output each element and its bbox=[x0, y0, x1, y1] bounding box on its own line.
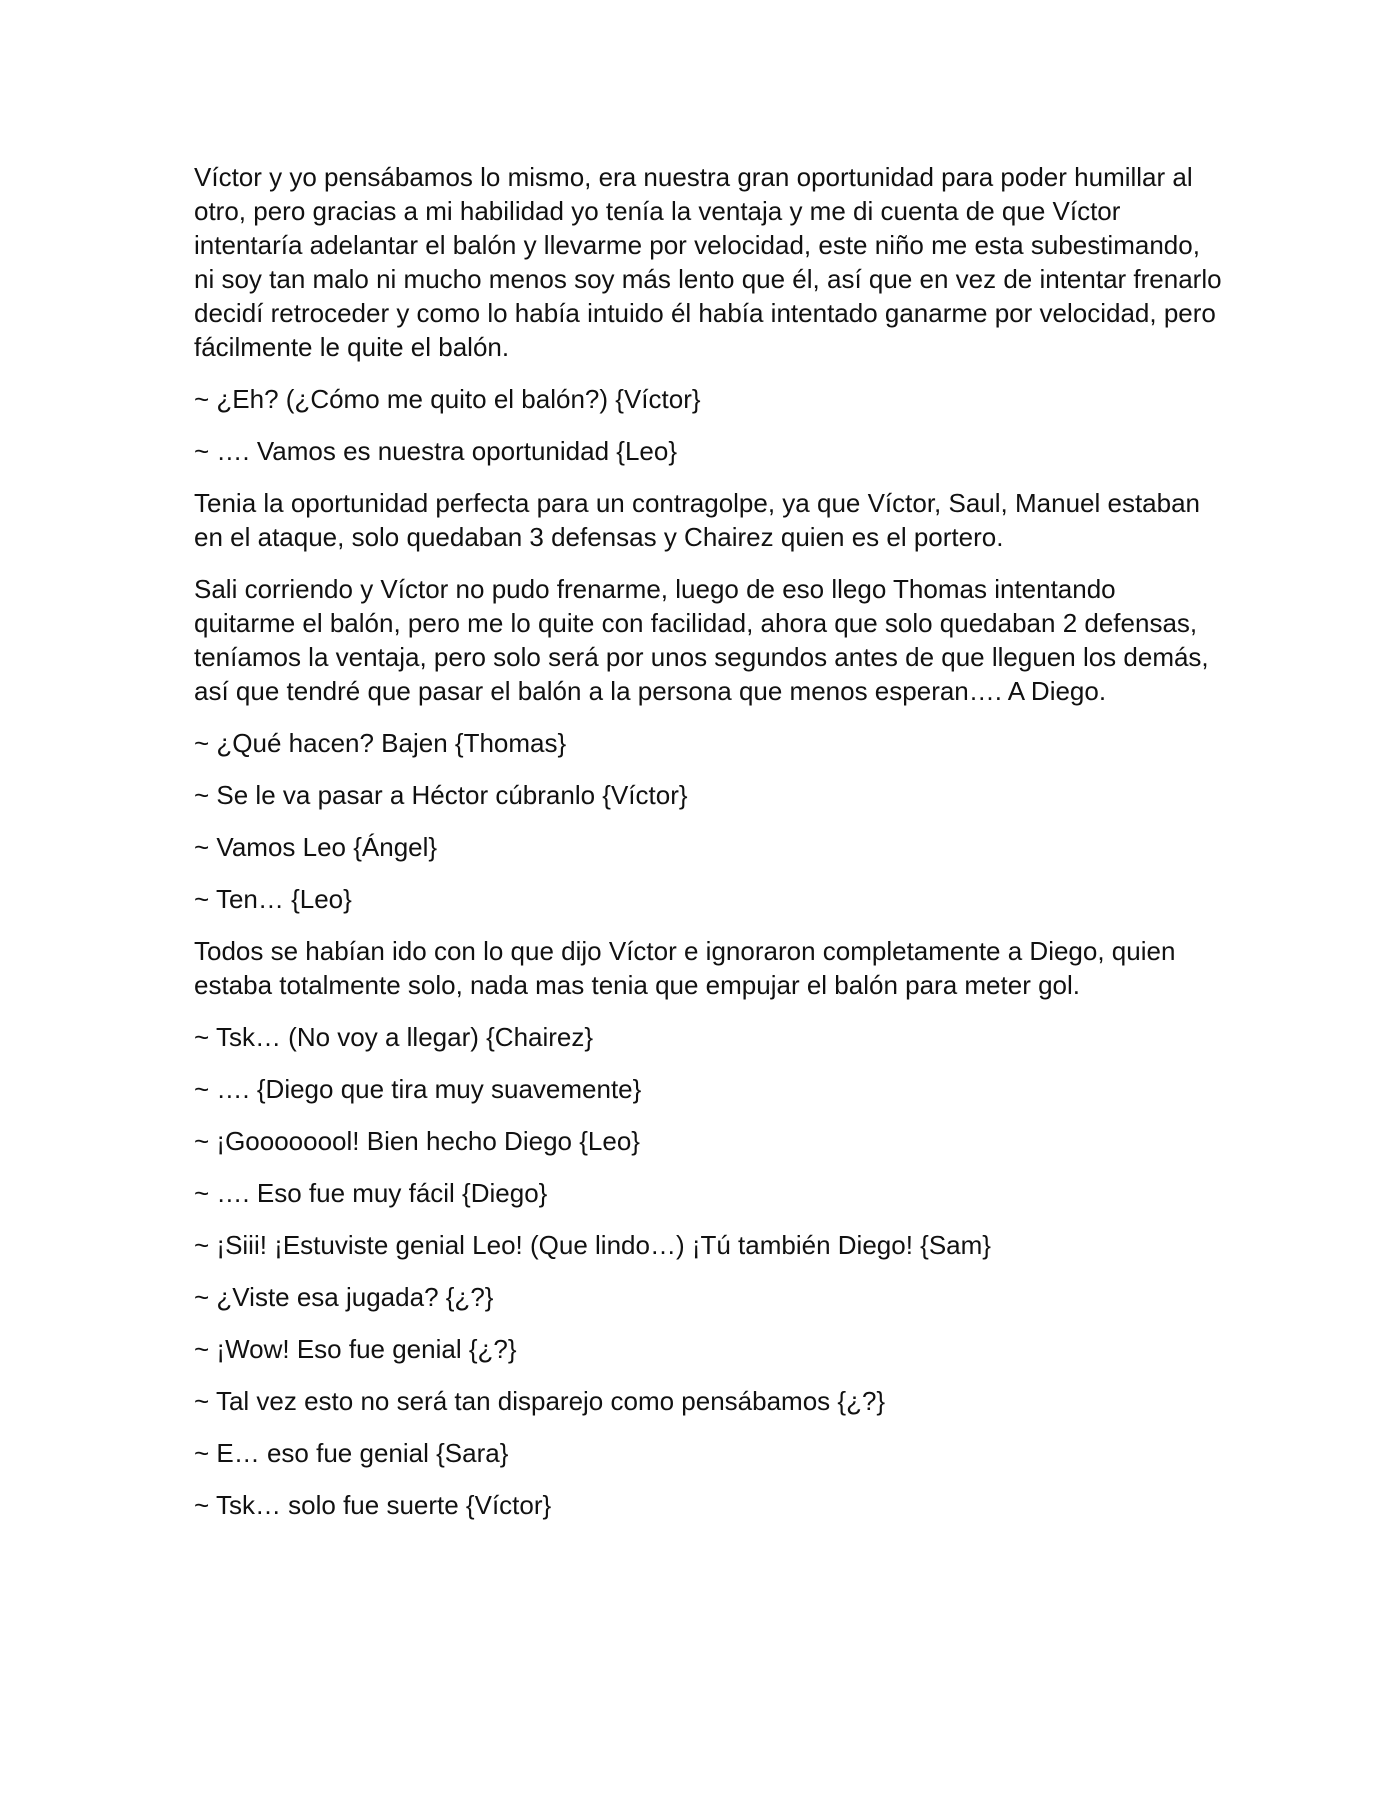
dialogue-line: ~ ¿Viste esa jugada? {¿?} bbox=[194, 1282, 494, 1312]
dialogue-line: ~ ¿Qué hacen? Bajen {Thomas} bbox=[194, 728, 567, 758]
dialogue-line: ~ Ten… {Leo} bbox=[194, 884, 352, 914]
dialogue-line: ~ …. {Diego que tira muy suavemente} bbox=[194, 1074, 642, 1104]
dialogue-line: ~ Se le va pasar a Héctor cúbranlo {Víctor} bbox=[194, 780, 688, 810]
dialogue-line: ~ Tal vez esto no será tan disparejo como pensábamos {¿?} bbox=[194, 1386, 886, 1416]
dialogue-line: ~ Tsk… solo fue suerte {Víctor} bbox=[194, 1490, 552, 1520]
narrative-paragraph: Todos se habían ido con lo que dijo Víctor e ignoraron completamente a Diego, quien estaba totalmente solo, nada mas tenia que empujar el balón para meter gol. bbox=[194, 936, 1176, 1000]
dialogue-line: ~ ¡Siii! ¡Estuviste genial Leo! (Que lindo…) ¡Tú también Diego! {Sam} bbox=[194, 1230, 991, 1260]
dialogue-line: ~ ¡Goooooool! Bien hecho Diego {Leo} bbox=[194, 1126, 640, 1156]
dialogue-line: ~ Vamos Leo {Ángel} bbox=[194, 832, 438, 862]
dialogue-line: ~ E… eso fue genial {Sara} bbox=[194, 1438, 509, 1468]
narrative-paragraph: Tenia la oportunidad perfecta para un contragolpe, ya que Víctor, Saul, Manuel estaban en el ataque, solo quedaban 3 defensas y Chairez quien es el portero. bbox=[194, 488, 1201, 552]
dialogue-line: ~ Tsk… (No voy a llegar) {Chairez} bbox=[194, 1022, 594, 1052]
dialogue-line: ~ ¡Wow! Eso fue genial {¿?} bbox=[194, 1334, 517, 1364]
narrative-paragraph: Víctor y yo pensábamos lo mismo, era nuestra gran oportunidad para poder humillar al otro, pero gracias a mi habilidad yo tenía la ventaja y me di cuenta de que Víctor intentaría adelantar el balón y llevarme por velocidad, este niño me esta subestimando, ni soy tan malo ni mucho menos soy más lento que él, así que en vez de intentar frenarlo decidí retroceder y como lo había intuido él había intentado ganarme por velocidad, pero fácilmente le quite el balón. bbox=[194, 162, 1222, 362]
dialogue-line: ~ ¿Eh? (¿Cómo me quito el balón?) {Víctor} bbox=[194, 384, 701, 414]
narrative-paragraph: Sali corriendo y Víctor no pudo frenarme, luego de eso llego Thomas intentando quitarme el balón, pero me lo quite con facilidad, ahora que solo quedaban 2 defensas, teníamos la ventaja, pero solo será por unos segundos antes de que lleguen los demás, así que tendré que pasar el balón a la persona que menos esperan…. A Diego. bbox=[194, 574, 1209, 706]
document-body bbox=[194, 160, 1224, 1540]
dialogue-line: ~ …. Eso fue muy fácil {Diego} bbox=[194, 1178, 548, 1208]
dialogue-line: ~ …. Vamos es nuestra oportunidad {Leo} bbox=[194, 436, 678, 466]
